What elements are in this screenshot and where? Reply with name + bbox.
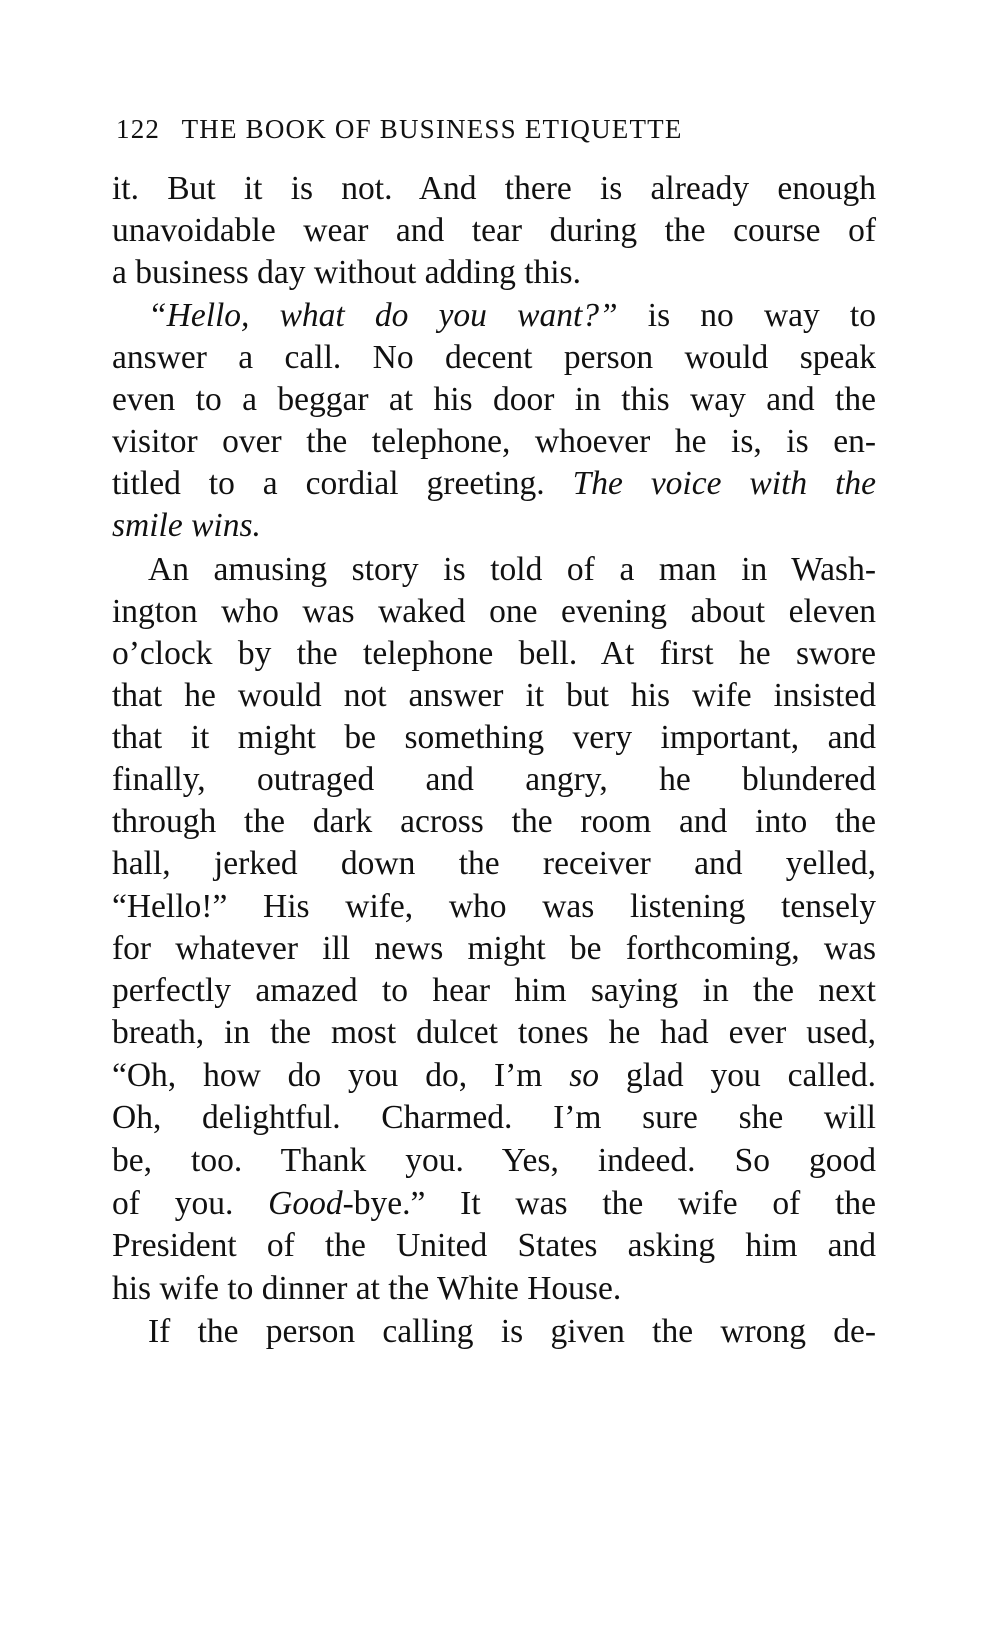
- text-span: -bye.” It was the wife of the: [342, 1185, 876, 1222]
- text-line: his wife to dinner at the White House.: [112, 1270, 622, 1307]
- text-line: [112, 1055, 876, 1097]
- italic-word: Good: [268, 1185, 343, 1222]
- italic-phrase: “Hello, what do you want?”: [148, 297, 618, 334]
- text-span: titled to a cordial greeting.: [112, 465, 573, 502]
- text-line: answer a call. No decent person would speak: [112, 339, 876, 376]
- text-line: ington who was waked one evening about eleven: [112, 593, 876, 630]
- text-line: unavoidable wear and tear during the course of: [112, 212, 876, 249]
- text-span: is no way to: [617, 297, 876, 334]
- text-line: hall, jerked down the receiver and yelled,: [112, 845, 876, 882]
- text-line: [112, 1183, 876, 1225]
- running-title: THE BOOK OF BUSINESS ETIQUETTE: [181, 114, 683, 144]
- text-line: An amusing story is told of a man in Wash-: [148, 551, 876, 588]
- text-line: be, too. Thank you. Yes, indeed. So good: [112, 1142, 876, 1179]
- text-line: a business day without adding this.: [112, 254, 581, 291]
- text-line: [148, 295, 876, 337]
- text-line: that it might be something very important, and: [112, 719, 876, 756]
- text-span: “Oh, how do you do, I’m: [112, 1057, 570, 1094]
- page-number: 122: [116, 114, 161, 144]
- text-line: President of the United States asking him and: [112, 1227, 876, 1264]
- text-line: perfectly amazed to hear him saying in the next: [112, 972, 876, 1009]
- running-header: [116, 114, 896, 145]
- text-line: finally, outraged and angry, he blundered: [112, 761, 876, 798]
- text-line: smile wins.: [112, 507, 261, 544]
- text-line: “Hello!” His wife, who was listening tensely: [112, 888, 876, 925]
- text-line: breath, in the most dulcet tones he had ever used,: [112, 1014, 876, 1051]
- text-line: [112, 463, 876, 505]
- text-line: that he would not answer it but his wife insisted: [112, 677, 876, 714]
- text-line: through the dark across the room and into the: [112, 803, 876, 840]
- text-span: glad you called.: [599, 1057, 877, 1094]
- text-line: Oh, delightful. Charmed. I’m sure she will: [112, 1099, 876, 1136]
- text-line: If the person calling is given the wrong de-: [148, 1313, 876, 1350]
- text-line: for whatever ill news might be forthcoming, was: [112, 930, 876, 967]
- italic-word: so: [569, 1057, 600, 1094]
- text-line: it. But it is not. And there is already enough: [112, 170, 876, 207]
- text-line: even to a beggar at his door in this way and the: [112, 381, 876, 418]
- text-line: o’clock by the telephone bell. At first he swore: [112, 635, 876, 672]
- text-span: of you.: [112, 1185, 269, 1222]
- italic-phrase: The voice with the: [572, 465, 876, 502]
- text-line: visitor over the telephone, whoever he is, is en-: [112, 423, 876, 460]
